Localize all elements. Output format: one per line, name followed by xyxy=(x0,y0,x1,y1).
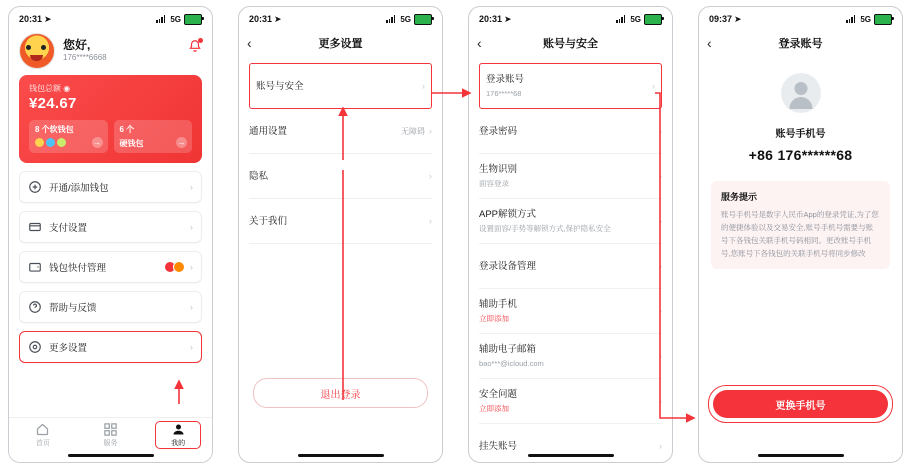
bell-icon[interactable] xyxy=(188,39,202,53)
battery-icon xyxy=(414,14,432,25)
status-time: 20:31 xyxy=(479,14,503,24)
row-privacy[interactable] xyxy=(249,154,432,199)
chevron-left-icon[interactable]: ‹ xyxy=(247,35,252,51)
status-bar-4 xyxy=(699,7,902,29)
soft-wallet-box[interactable] xyxy=(29,120,108,153)
tab-label: 我的 xyxy=(171,440,186,447)
row-account-security[interactable] xyxy=(249,63,432,109)
nav-bar-3 xyxy=(469,29,672,57)
menu-label: 开通/添加钱包 xyxy=(49,183,109,194)
menu-item-more-settings[interactable] xyxy=(19,331,202,363)
home-indicator xyxy=(528,454,614,457)
chevron-right-icon: › xyxy=(190,262,193,272)
network-type: 5G xyxy=(400,14,411,24)
chevron-right-icon: › xyxy=(659,216,662,226)
row-label: 登录设备管理 xyxy=(479,260,537,272)
status-bar-1 xyxy=(9,7,212,29)
tab-label: 首页 xyxy=(35,440,50,447)
row-label: 账号与安全 xyxy=(256,80,304,92)
notice-title: 服务提示 xyxy=(721,192,758,202)
location-arrow-icon: ➤ xyxy=(504,13,512,24)
row-label: 挂失账号 xyxy=(479,440,518,452)
soft-wallet-count: 8 个软钱包 xyxy=(35,125,74,134)
location-arrow-icon: ➤ xyxy=(274,13,282,24)
status-time: 20:31 xyxy=(249,14,273,24)
signal-icon xyxy=(156,15,167,23)
change-phone-button[interactable]: 更换手机号 xyxy=(713,390,888,418)
signal-icon xyxy=(616,15,627,23)
tab-label: 服务 xyxy=(103,440,118,447)
nav-bar-4 xyxy=(699,29,902,57)
home-indicator xyxy=(68,454,154,457)
battery-icon xyxy=(874,14,892,25)
row-sub: 面容登录 xyxy=(479,179,509,188)
screen-login-account xyxy=(698,6,903,463)
chevron-right-icon: › xyxy=(652,81,655,91)
chevron-right-icon: › xyxy=(422,81,425,91)
chevron-right-icon: › xyxy=(659,306,662,316)
chevron-right-icon: › xyxy=(659,396,662,406)
row-general-settings[interactable] xyxy=(249,109,432,154)
help-icon xyxy=(28,300,42,314)
home-indicator xyxy=(298,454,384,457)
hard-wallet-count: 6 个 xyxy=(119,125,135,134)
row-label: APP解锁方式 xyxy=(479,209,537,220)
person-icon xyxy=(156,422,200,437)
chevron-right-icon: › xyxy=(190,222,193,232)
row-login-password[interactable] xyxy=(479,109,662,154)
service-notice xyxy=(711,181,890,269)
row-app-unlock[interactable] xyxy=(479,199,662,244)
row-security-question[interactable] xyxy=(479,379,662,424)
app-badges xyxy=(167,261,185,273)
row-report-lost-account[interactable] xyxy=(479,424,662,463)
plus-circle-icon xyxy=(28,180,42,194)
chevron-right-icon: › xyxy=(429,216,432,226)
chevron-right-icon: › xyxy=(659,351,662,361)
row-label: 隐私 xyxy=(249,170,269,182)
page-title: 更多设置 xyxy=(318,38,363,50)
row-login-account[interactable] xyxy=(479,63,662,109)
tab-home[interactable] xyxy=(21,422,65,448)
chevron-left-icon[interactable]: ‹ xyxy=(707,35,712,51)
balance-amount: ¥24.67 xyxy=(29,95,77,112)
row-about-us[interactable] xyxy=(249,199,432,244)
page-title: 账号与安全 xyxy=(543,38,598,50)
network-type: 5G xyxy=(860,14,871,24)
signal-icon xyxy=(386,15,397,23)
chevron-right-icon: › xyxy=(429,126,432,136)
network-type: 5G xyxy=(170,14,181,24)
chevron-right-icon: › xyxy=(659,126,662,136)
row-label: 通用设置 xyxy=(249,125,288,137)
battery-icon xyxy=(644,14,662,25)
status-time: 09:37 xyxy=(709,14,733,24)
row-backup-email[interactable] xyxy=(479,334,662,379)
battery-icon xyxy=(184,14,202,25)
balance-label: 钱包总额 xyxy=(29,84,61,93)
row-sub[interactable]: 立即添加 xyxy=(479,314,509,323)
row-device-management[interactable] xyxy=(479,244,662,289)
home-icon xyxy=(21,422,65,437)
wallet-balance-card[interactable] xyxy=(19,75,202,163)
row-backup-phone[interactable] xyxy=(479,289,662,334)
menu-label: 支付设置 xyxy=(49,223,88,234)
row-sub: bao***@icloud.com xyxy=(479,359,544,368)
soft-wallet-arrow-icon[interactable]: → xyxy=(93,138,101,147)
network-type: 5G xyxy=(630,14,641,24)
menu-item-payment-settings[interactable] xyxy=(19,211,202,243)
menu-label: 更多设置 xyxy=(49,343,88,354)
logout-button[interactable]: 退出登录 xyxy=(253,378,428,408)
person-avatar-icon xyxy=(781,73,821,113)
row-label: 登录密码 xyxy=(479,125,518,137)
hard-wallet-arrow-icon[interactable]: → xyxy=(177,138,186,147)
menu-item-add-wallet[interactable] xyxy=(19,171,202,203)
row-label: 关于我们 xyxy=(249,215,288,227)
account-phone-label: 账号手机号 xyxy=(775,129,826,140)
screen-account-security xyxy=(468,6,673,463)
chevron-right-icon: › xyxy=(190,182,193,192)
home-menu-list xyxy=(9,171,212,363)
status-bar-2 xyxy=(239,7,442,29)
settings-list xyxy=(239,57,442,244)
profile-header xyxy=(9,29,212,75)
tab-mine[interactable] xyxy=(156,422,200,448)
wallet-pay-icon xyxy=(28,260,42,274)
location-arrow-icon: ➤ xyxy=(44,13,52,24)
masked-phone: 176****6668 xyxy=(63,53,107,62)
row-biometrics[interactable] xyxy=(479,154,662,199)
row-label: 登录账号 xyxy=(486,74,525,85)
chevron-right-icon: › xyxy=(659,441,662,451)
hard-wallet-label: 硬钱包 xyxy=(119,139,144,148)
tab-services[interactable] xyxy=(88,422,132,448)
chevron-left-icon[interactable]: ‹ xyxy=(477,35,482,51)
location-arrow-icon: ➤ xyxy=(734,13,742,24)
chevron-right-icon: › xyxy=(429,171,432,181)
grid-icon xyxy=(88,422,132,437)
notice-body: 账号手机号是数字人民币App的登录凭证,为了您的便捷体验以及交易安全,账号手机号需要与账号下各钱包关联手机号码相同。更改账号手机号,您账号下各钱包的关联手机号将同步修改 xyxy=(721,210,879,258)
home-indicator xyxy=(758,454,844,457)
menu-item-help-feedback[interactable] xyxy=(19,291,202,323)
row-label: 安全问题 xyxy=(479,389,518,400)
row-sub: 设置面容/手势等解锁方式,保护隐私安全 xyxy=(479,224,611,233)
row-label: 生物识别 xyxy=(479,164,518,175)
chevron-right-icon: › xyxy=(659,171,662,181)
row-label: 辅助电子邮箱 xyxy=(479,344,537,355)
row-value: 无障碍 xyxy=(401,126,425,136)
signal-icon xyxy=(846,15,857,23)
gear-icon xyxy=(28,340,42,354)
change-phone-button-highlight xyxy=(708,385,893,423)
security-list xyxy=(469,57,672,463)
screen-wallet-home xyxy=(8,6,213,463)
account-phone-number: +86 176******68 xyxy=(748,147,853,163)
status-time: 20:31 xyxy=(19,14,43,24)
status-bar-3 xyxy=(469,7,672,29)
row-sub: 176*****68 xyxy=(486,89,522,98)
eye-icon[interactable]: ◉ xyxy=(63,84,71,93)
page-title: 登录账号 xyxy=(778,38,823,50)
chevron-right-icon: › xyxy=(659,261,662,271)
nav-bar-2 xyxy=(239,29,442,57)
greeting-text: 您好, xyxy=(63,38,91,52)
row-sub[interactable]: 立即添加 xyxy=(479,404,509,413)
screen-more-settings xyxy=(238,6,443,463)
chevron-right-icon: › xyxy=(190,302,193,312)
row-label: 辅助手机 xyxy=(479,299,518,310)
avatar[interactable] xyxy=(19,33,55,69)
notification-dot xyxy=(198,38,203,43)
menu-label: 钱包快付管理 xyxy=(49,263,107,274)
chevron-right-icon: › xyxy=(190,342,193,352)
menu-item-quickpay-management[interactable] xyxy=(19,251,202,283)
menu-label: 帮助与反馈 xyxy=(49,303,97,314)
card-icon xyxy=(28,220,42,234)
hard-wallet-box[interactable] xyxy=(114,120,193,153)
